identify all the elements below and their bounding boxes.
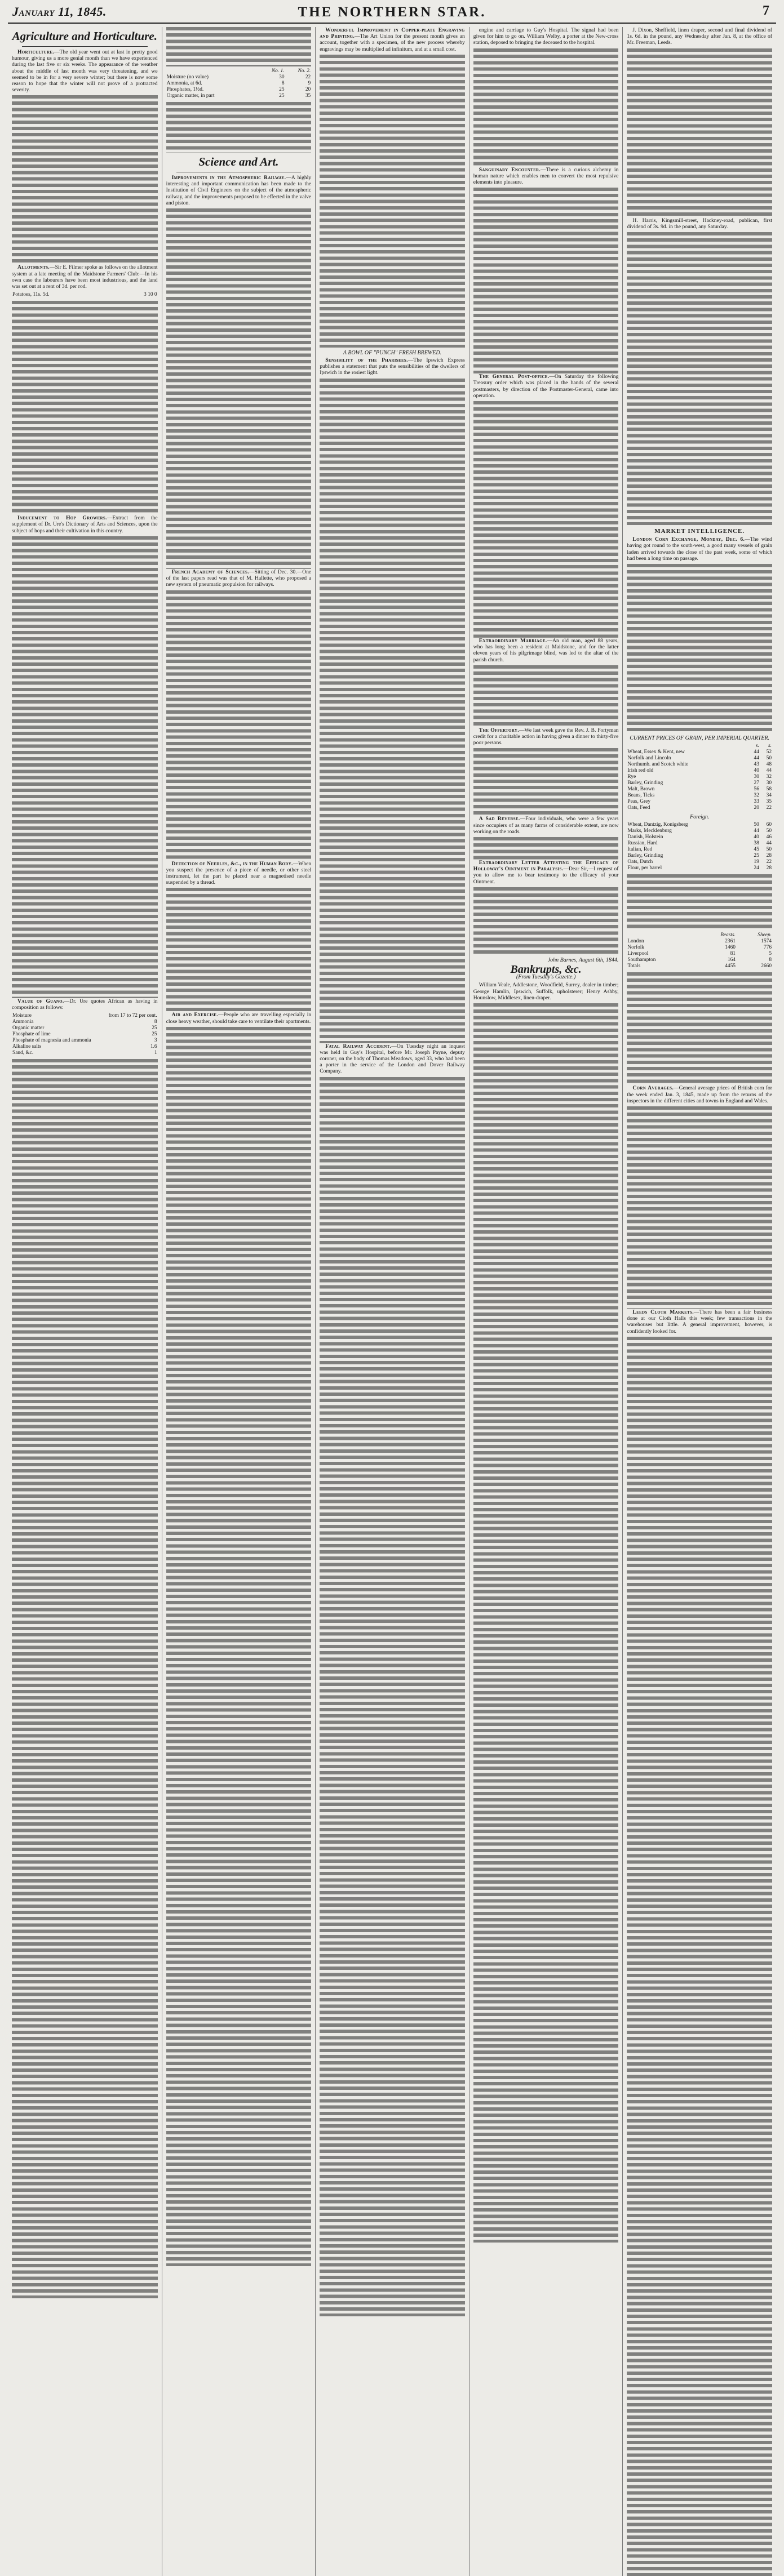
row-label: Ammonia, at 6d. xyxy=(166,81,202,86)
article-text: —Dr. Ure quotes African as having in composition as follows: xyxy=(12,998,158,1011)
row-value: 40 xyxy=(754,768,759,774)
article-head: The Offertory. xyxy=(479,727,519,733)
article-head: Detection of Needles, &c., in the Human Body. xyxy=(171,860,293,867)
masthead xyxy=(8,0,776,24)
article-head: Inducement to Hop Growers. xyxy=(17,515,107,522)
row-value: 1460 xyxy=(725,945,736,951)
article-text: —There has been a fair business done at our Cloth Halls this week; few transactions in the warehouses but little. A general improvement, however, is confidently looked for. xyxy=(627,1309,772,1334)
article-sad-reverse xyxy=(473,816,619,835)
row-label: Oats, Feed xyxy=(627,805,650,811)
article-head: London Corn Exchange, Monday, Dec. 6. xyxy=(632,536,745,543)
masthead-date: January 11, 1845. xyxy=(12,5,107,19)
row-label: Danish, Holstein xyxy=(627,834,663,840)
row-value: 44 xyxy=(766,768,772,774)
row-value: 44 xyxy=(754,828,759,834)
article-head: French Academy of Sciences. xyxy=(171,569,249,576)
row-value: 25 xyxy=(152,1025,157,1031)
row-value: 1 xyxy=(154,1050,157,1056)
text-lines xyxy=(166,888,312,1012)
table-row xyxy=(627,749,772,755)
row-value: 20 xyxy=(305,87,311,92)
article-corn-averages xyxy=(627,1085,772,1104)
table-row xyxy=(627,786,772,793)
row-value: 35 xyxy=(766,799,772,805)
article-text: —People who are travelling especially in close heavy weather, should take care to ventilate their apartments. xyxy=(166,1012,312,1025)
row-value: 22 xyxy=(766,805,772,811)
row-label: Malt, Brown xyxy=(627,786,655,793)
row-value: 44 xyxy=(754,749,759,755)
row-value: 43 xyxy=(754,762,759,768)
table-row xyxy=(627,828,772,834)
text-lines xyxy=(627,1106,772,1309)
article-text: —General average prices of British corn for the week ended Jan. 3, 1845, made up from the returns of the inspectors in the different cities and towns in England and Wales. xyxy=(627,1085,772,1104)
column-1 xyxy=(8,27,162,2576)
text-lines xyxy=(473,748,619,816)
row-value: 22 xyxy=(766,859,772,865)
article-text: engine and carriage to Guy's Hospital. The signal had been given for him to go on. William Welby, a porter at the New-cross station, deposed to bringing the deceased to the hospital. xyxy=(473,27,619,46)
article-head: Sanguinary Encounter. xyxy=(479,166,541,173)
text-lines xyxy=(320,379,465,1043)
bankrupts-subtitle: (From Tuesday's Gazette.) xyxy=(516,974,576,981)
article-head: A Sad Reverse. xyxy=(479,816,520,822)
text-lines xyxy=(473,48,619,167)
row-label: Totals xyxy=(627,963,641,969)
row-value: 164 xyxy=(727,957,736,963)
table-row xyxy=(627,780,772,786)
article-head: Improvements in the Atmospheric Railway. xyxy=(171,175,286,181)
article-air-exercise xyxy=(166,1012,312,1024)
row-label: Norfolk xyxy=(627,945,645,951)
article-text: —There is a curious alchemy in human nature which enables men to convert the most repulsive elements into pleasure. xyxy=(473,166,619,186)
article-head: Sensibility of the Pharisees. xyxy=(325,357,408,364)
row-value: 8 xyxy=(281,81,285,86)
row-label: Moisture xyxy=(12,1013,32,1019)
table-row xyxy=(627,951,772,957)
row-value: 50 xyxy=(766,847,772,853)
row-label: Moisture (no value) xyxy=(166,74,209,80)
text-lines xyxy=(320,55,465,348)
article-horticulture xyxy=(12,49,158,93)
article-text: William Veale, Addlestone, Woodfield, Surrey, dealer in timber; George Hamlin, Ipswich, Suffolk, upholsterer; Henry Ashby, Hounslow, Middlesex, linen-draper. xyxy=(473,982,619,1001)
row-label: Russian, Hard xyxy=(627,840,658,847)
article-railway-accident-cont xyxy=(473,27,619,46)
section-rule xyxy=(22,46,148,47)
row-value: 45 xyxy=(754,847,759,853)
table-row xyxy=(627,793,772,799)
column-header: s. xyxy=(768,743,772,749)
article-text: —The Ipswich Express publishes a statement that puts the sensibilities of the dwellers of Ipswich in the rosiest light. xyxy=(320,357,465,376)
column-header: Beasts. xyxy=(720,932,736,938)
row-value: 776 xyxy=(763,945,772,951)
market-intelligence-title: MARKET INTELLIGENCE. xyxy=(654,528,745,535)
text-lines xyxy=(473,837,619,860)
row-value: 81 xyxy=(730,951,736,957)
guano-value-table xyxy=(166,68,312,99)
table-row xyxy=(12,1025,158,1031)
row-value: 2361 xyxy=(725,938,736,945)
table-row xyxy=(627,847,772,853)
article-head: Extraordinary Marriage. xyxy=(479,638,547,644)
table-row xyxy=(627,805,772,811)
article-head: Horticulture. xyxy=(17,49,54,55)
row-label: Norfolk and Lincoln xyxy=(627,755,671,762)
row-label: Phosphate of magnesia and ammonia xyxy=(12,1038,91,1044)
row-label: Sand, &c. xyxy=(12,1050,34,1056)
row-value: 24 xyxy=(754,865,759,871)
guano-composition-table xyxy=(12,1013,158,1056)
row-label: Rye xyxy=(627,774,636,780)
signature: John Barnes, August 6th, 1844. xyxy=(547,956,619,963)
article-railway-accident xyxy=(320,1043,465,1075)
table-row xyxy=(12,1019,158,1025)
article-leeds-cloth xyxy=(627,1309,772,1334)
column-header xyxy=(627,932,697,938)
text-lines xyxy=(627,972,772,1085)
row-value: 48 xyxy=(766,762,772,768)
row-label: Organic matter xyxy=(12,1025,45,1031)
table-row xyxy=(12,1038,158,1044)
row-value: 3 10 0 xyxy=(144,292,157,298)
text-lines xyxy=(473,401,619,638)
text-lines xyxy=(473,887,619,955)
row-value: 20 xyxy=(754,805,759,811)
table-row xyxy=(12,1044,158,1050)
table-row xyxy=(166,81,312,87)
article-text: —Dear Sir,—I request of you to allow me to bear testimony to the efficacy of your Ointment. xyxy=(473,866,619,885)
row-value: 2660 xyxy=(761,963,772,969)
column-header: No. 1. xyxy=(271,68,285,74)
table-row xyxy=(627,774,772,780)
prices-foreign-title: Foreign. xyxy=(690,814,710,821)
row-value: 8 xyxy=(154,1019,157,1025)
article-guano xyxy=(12,998,158,1011)
row-value: 44 xyxy=(766,840,772,847)
table-row xyxy=(627,834,772,840)
row-value: 60 xyxy=(766,822,772,828)
dividends-entry xyxy=(627,217,772,230)
row-label: Wheat, Essex & Kent, new xyxy=(627,749,685,755)
article-text: —An old man, aged 88 years, who has long been a resident at Maidstone, and for the latter eleven years of his pilgrimage blind, was led to the altar of the parish church. xyxy=(473,638,619,663)
text-lines xyxy=(473,188,619,373)
article-head: Air and Exercise. xyxy=(171,1012,218,1018)
row-value: 30 xyxy=(754,774,759,780)
column-header xyxy=(166,68,259,74)
row-label: London xyxy=(627,938,644,945)
article-atmospheric-railway xyxy=(166,175,312,206)
cattle-arrivals-table xyxy=(627,932,772,969)
row-value: 44 xyxy=(754,755,759,762)
masthead-title: THE NORTHERN STAR. xyxy=(298,5,486,20)
text-lines xyxy=(627,564,772,733)
allotment-table xyxy=(12,292,158,298)
row-label: Phosphate of lime xyxy=(12,1031,51,1038)
row-value: 30 xyxy=(279,74,285,80)
foreign-prices-table xyxy=(627,822,772,871)
article-head: Fatal Railway Accident. xyxy=(325,1043,392,1049)
row-label: Alkaline salts xyxy=(12,1044,42,1050)
column-4 xyxy=(469,27,623,2576)
article-head: Leeds Cloth Markets. xyxy=(632,1309,694,1316)
text-lines xyxy=(320,1077,465,2316)
article-head: Allotments. xyxy=(17,264,50,271)
text-lines xyxy=(627,874,772,931)
text-lines xyxy=(12,95,158,264)
row-value: 32 xyxy=(754,793,759,799)
article-text: H. Harris, Kingsmill-street, Hackney-road, publican, first dividend of 3s. 9d. in the pound, any Saturday. xyxy=(627,217,772,230)
row-value: 38 xyxy=(754,840,759,847)
row-label: Oats, Dutch xyxy=(627,859,653,865)
text-lines xyxy=(166,27,312,66)
section-title-science: Science and Art. xyxy=(198,155,279,168)
row-value: 22 xyxy=(305,74,311,80)
row-label: Marks, Mecklenburg xyxy=(627,828,672,834)
table-row xyxy=(627,755,772,762)
table-row xyxy=(627,945,772,951)
row-value: 50 xyxy=(766,755,772,762)
article-text: —Four individuals, who were a few years since occupiers of as many farms of considerable extent, are now working on the roads. xyxy=(473,816,619,835)
article-copper-plate xyxy=(320,27,465,52)
row-value: 28 xyxy=(766,853,772,859)
row-label: Ammonia xyxy=(12,1019,34,1025)
page-number: 7 xyxy=(763,3,769,18)
table-row xyxy=(627,859,772,865)
table-row xyxy=(627,840,772,847)
row-label: Potatoes, 11s. 5d. xyxy=(12,292,50,298)
column-3 xyxy=(315,27,469,2576)
article-head: The General Post-office. xyxy=(479,373,550,380)
article-sanguinary xyxy=(473,167,619,186)
row-label: Barley, Grinding xyxy=(627,780,663,786)
row-label: Liverpool xyxy=(627,951,649,957)
column-5 xyxy=(622,27,776,2576)
article-offertory xyxy=(473,727,619,746)
table-row xyxy=(627,865,772,871)
article-text: —On Tuesday night an inquest was held in Guy's Hospital, before Mr. Joseph Payne, deputy coroner, on the body of Thomas Meadows, aged 33, who had been a porter in the service of the London and Dover Railway Company. xyxy=(320,1043,465,1075)
article-french-academy xyxy=(166,569,312,588)
text-lines xyxy=(166,208,312,569)
row-value: 30 xyxy=(766,780,772,786)
text-lines xyxy=(166,1027,312,2266)
table-row xyxy=(12,1050,158,1056)
text-lines xyxy=(627,48,772,217)
table-header xyxy=(166,68,312,74)
row-value: 33 xyxy=(754,799,759,805)
row-label: Wheat, Dantzig, Konigsberg xyxy=(627,822,688,828)
text-lines xyxy=(473,665,619,727)
table-header xyxy=(627,743,772,749)
column-header: Sheep. xyxy=(758,932,772,938)
row-value: 35 xyxy=(305,93,311,99)
article-holloway xyxy=(473,860,619,885)
article-allotments xyxy=(12,264,158,290)
text-lines xyxy=(627,232,772,525)
article-text: —On Saturday the following Treasury order which was placed in the hands of the several postmasters, by direction of the Postmaster-General, came into operation. xyxy=(473,373,619,399)
poem-title: A BOWL OF "PUNCH" FRESH BREWED. xyxy=(343,349,442,356)
row-value: 9 xyxy=(308,81,311,86)
column-header xyxy=(627,743,747,749)
row-value: 5 xyxy=(769,951,772,957)
table-row xyxy=(166,74,312,81)
column-2 xyxy=(162,27,316,2576)
row-value: 25 xyxy=(152,1031,157,1038)
column-header: No. 2. xyxy=(298,68,311,74)
article-head: Value of Guano. xyxy=(17,998,64,1004)
row-value: 4455 xyxy=(725,963,736,969)
bankrupts-title: Bankrupts, &c. xyxy=(510,963,582,976)
row-value: 52 xyxy=(766,749,772,755)
row-label: Southampton xyxy=(627,957,656,963)
grain-prices-table xyxy=(627,743,772,811)
article-head: Corn Averages. xyxy=(632,1085,674,1092)
row-value: 3 xyxy=(154,1038,157,1044)
text-lines xyxy=(12,536,158,998)
article-corn-exchange xyxy=(627,536,772,562)
text-lines xyxy=(166,590,312,861)
article-text: J. Dixon, Sheffield, linen draper, second and final dividend of 1s. 6d. in the pound, any Wednesday after Jan. 8, at the office of Mr. Freeman, Leeds. xyxy=(627,27,772,46)
table-row xyxy=(12,1013,158,1019)
row-value: 50 xyxy=(754,822,759,828)
row-value: 34 xyxy=(766,793,772,799)
row-value: 32 xyxy=(766,774,772,780)
row-value: 58 xyxy=(766,786,772,793)
dividends-entry xyxy=(627,27,772,46)
table-row xyxy=(627,822,772,828)
table-row xyxy=(627,938,772,945)
row-value: 25 xyxy=(279,87,285,92)
prices-title: CURRENT PRICES OF GRAIN, PER IMPERIAL QUARTER. xyxy=(630,735,770,742)
article-text: —We last week gave the Rev. J. B. Fortyman credit for a charitable action in having given a dinner to thirty-five poor persons. xyxy=(473,727,619,746)
columns xyxy=(8,27,776,1334)
article-text: —The Art Union for the present month gives an account, together with a specimen, of the new process whereby engravings may be multiplied ad infinitum, and at a small cost. xyxy=(320,33,465,52)
table-row xyxy=(627,853,772,859)
article-needles xyxy=(166,861,312,886)
text-lines xyxy=(627,1337,772,2576)
row-label: Barley, Grinding xyxy=(627,853,663,859)
text-lines xyxy=(473,1003,619,2243)
table-row xyxy=(627,799,772,805)
row-label: Peas, Grey xyxy=(627,799,651,805)
article-text: —The old year went out at last in pretty good humour, giving us a more genial month than we have experienced during the last five or six weeks. The appearance of the weather about the middle of last month was very threatening, and we seemed to be in for a very severe winter; but there is now some reason to hope that the winter will not prove of a protracted severity. xyxy=(12,49,158,94)
table-row xyxy=(627,762,772,768)
article-text: —The wind having got round to the south-west, a good many vessels of grain laden arrived towards the close of the past week, some of which had been a long time on passage. xyxy=(627,536,772,562)
article-hop-growers xyxy=(12,515,158,534)
row-value: 1574 xyxy=(761,938,772,945)
row-value: 50 xyxy=(766,828,772,834)
article-post-office xyxy=(473,373,619,399)
row-label: Phosphates, 1½d. xyxy=(166,87,204,92)
row-label: Northumb. and Scotch white xyxy=(627,762,689,768)
row-label: Italian, Red xyxy=(627,847,653,853)
row-label: Beans, Ticks xyxy=(627,793,655,799)
row-value: 1.6 xyxy=(150,1044,157,1050)
article-text: —Extract from the supplement of Dr. Ure's Dictionary of Arts and Sciences, upon the subject of hops and their cultivation in this country. xyxy=(12,515,158,534)
bankrupts-list xyxy=(473,982,619,1001)
row-value: 25 xyxy=(279,93,285,99)
article-text: —Sitting of Dec. 30.—One of the last papers read was that of M. Hallette, who proposed a new system of pneumatic propulsion for railways. xyxy=(166,569,312,588)
text-lines xyxy=(12,301,158,515)
row-value: 46 xyxy=(766,834,772,840)
row-value: 28 xyxy=(766,865,772,871)
table-row xyxy=(166,87,312,93)
row-label: Flour, per barrel xyxy=(627,865,662,871)
article-pharisees xyxy=(320,357,465,376)
article-head: Extraordinary Letter Attesting the Efficacy of Holloway's Ointment in Paralysis. xyxy=(473,860,619,873)
table-row xyxy=(627,957,772,963)
table-row xyxy=(627,963,772,969)
row-label: Organic matter, in part xyxy=(166,93,215,99)
row-value: 56 xyxy=(754,786,759,793)
article-marriage xyxy=(473,638,619,663)
table-header xyxy=(627,932,772,938)
column-header: s. xyxy=(755,743,759,749)
section-title-agriculture: Agriculture and Horticulture. xyxy=(12,29,157,43)
table-row xyxy=(12,1031,158,1038)
table-row xyxy=(166,93,312,99)
row-value: 25 xyxy=(754,853,759,859)
article-text: —When you suspect the presence of a piece of needle, or other steel instrument, let the part be placed near a magnetised needle suspended by a thread. xyxy=(166,860,312,886)
row-value: 19 xyxy=(754,859,759,865)
table-row xyxy=(627,768,772,774)
article-head: Wonderful Improvement in Copper-plate Engraving and Printing. xyxy=(320,27,465,40)
article-text: —Sir E. Filmer spoke as follows on the allotment system at a late meeting of the Maidstone Farmers' Club:—In his own case the labourers have been most industrious, and the land was set out at a rent of 3d. per rod. xyxy=(12,264,158,290)
table-row xyxy=(12,292,158,298)
row-label: Irish red old xyxy=(627,768,654,774)
text-lines xyxy=(166,102,312,153)
text-lines xyxy=(12,1059,158,2298)
row-value: 8 xyxy=(769,957,772,963)
row-value: 40 xyxy=(754,834,759,840)
row-value: 27 xyxy=(754,780,759,786)
article-text: —A highly interesting and important communication has been made to the Institution of Civil Engineers on the subject of the atmospheric railway, and the improvements proposed to be effected in the valve and piston. xyxy=(166,175,312,206)
row-value: from 17 to 72 per cent. xyxy=(108,1013,157,1019)
